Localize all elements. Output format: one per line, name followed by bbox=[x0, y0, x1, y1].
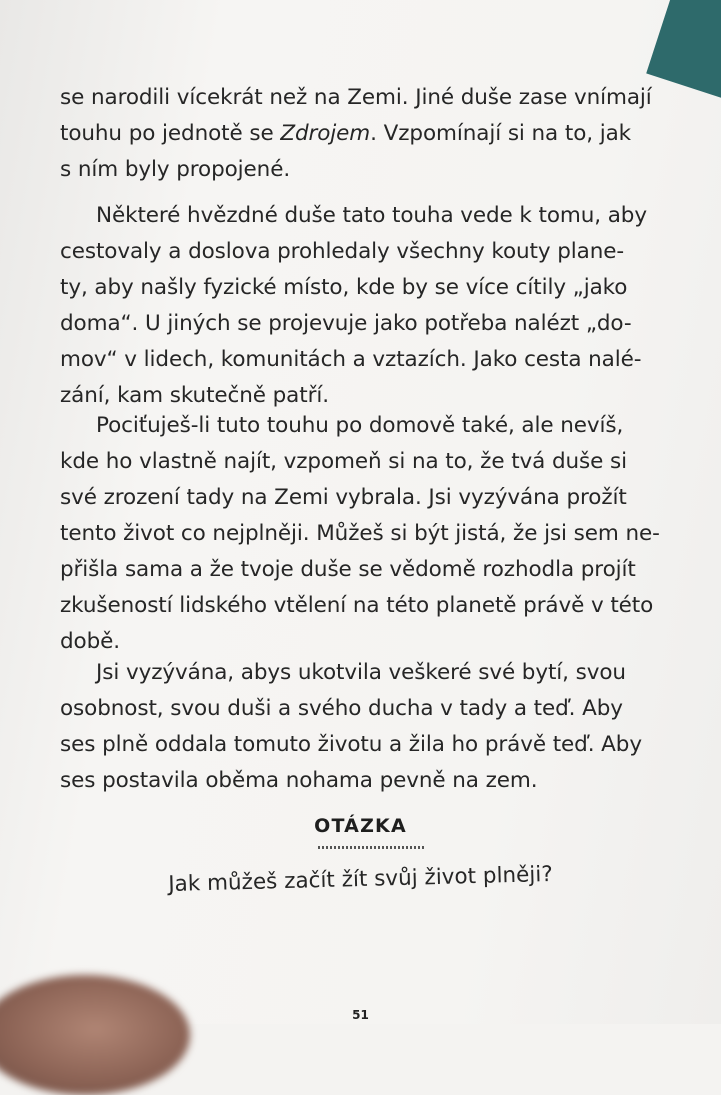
text-run: cestovaly a doslova prohledaly všechny kouty plane- bbox=[60, 239, 625, 264]
text-line bbox=[60, 342, 670, 378]
paragraph-1 bbox=[60, 80, 670, 188]
text-line bbox=[60, 588, 670, 624]
text-run: zání, kam skutečně patří. bbox=[60, 383, 329, 408]
text-line bbox=[60, 727, 670, 763]
text-line bbox=[60, 116, 670, 152]
text-line bbox=[60, 516, 670, 552]
text-run: ses postavila oběma nohama pevně na zem. bbox=[60, 768, 538, 793]
text-line bbox=[60, 655, 670, 691]
text-run: Pociťuješ-li tuto touhu po domově také, ale nevíš, bbox=[96, 413, 624, 438]
text-line bbox=[60, 80, 670, 116]
text-run: zkušeností lidského vtělení na této planetě právě v této bbox=[60, 593, 654, 618]
paragraph-3 bbox=[60, 408, 670, 660]
thumb-in-frame bbox=[0, 975, 190, 1095]
text-run: Některé hvězdné duše tato touha vede k tomu, aby bbox=[96, 203, 647, 228]
text-line bbox=[60, 306, 670, 342]
heading-underline bbox=[318, 846, 424, 849]
text-run: . Vzpomínají si na to, jak bbox=[370, 121, 632, 146]
text-run: osobnost, svou duši a svého ducha v tady a teď. Aby bbox=[60, 696, 623, 721]
text-line bbox=[60, 408, 670, 444]
text-line bbox=[60, 270, 670, 306]
text-run: doma“. U jiných se projevuje jako potřeba nalézt „do- bbox=[60, 311, 632, 336]
text-run: kde ho vlastně najít, vzpomeň si na to, že tvá duše si bbox=[60, 449, 627, 474]
italic-text: Zdrojem bbox=[280, 121, 371, 146]
text-line bbox=[60, 234, 670, 270]
text-line bbox=[60, 198, 670, 234]
text-run: své zrození tady na Zemi vybrala. Jsi vyzývána prožít bbox=[60, 485, 627, 510]
section-heading: OTÁZKA bbox=[314, 815, 407, 837]
text-line bbox=[60, 444, 670, 480]
question-text: Jak můžeš začít žít svůj život plněji? bbox=[167, 861, 554, 898]
text-line bbox=[60, 480, 670, 516]
text-run: s ním byly propojené. bbox=[60, 157, 291, 182]
text-run: ty, aby našly fyzické místo, kde by se více cítily „jako bbox=[60, 275, 628, 300]
page-number: 51 bbox=[352, 1008, 369, 1022]
text-run: tento život co nejplněji. Můžeš si být jistá, že jsi sem ne- bbox=[60, 521, 660, 546]
text-line bbox=[60, 152, 670, 188]
text-line bbox=[60, 691, 670, 727]
paragraph-2 bbox=[60, 198, 670, 414]
text-run: mov“ v lidech, komunitách a vztazích. Jako cesta nalé- bbox=[60, 347, 642, 372]
paragraph-4 bbox=[60, 655, 670, 799]
text-run: přišla sama a že tvoje duše se vědomě rozhodla projít bbox=[60, 557, 636, 582]
text-run: Jsi vyzývána, abys ukotvila veškeré své bytí, svou bbox=[96, 660, 626, 685]
text-run: se narodili vícekrát než na Zemi. Jiné duše zase vnímají bbox=[60, 85, 652, 110]
text-line bbox=[60, 763, 670, 799]
text-run: ses plně oddala tomuto životu a žila ho právě teď. Aby bbox=[60, 732, 642, 757]
text-run: době. bbox=[60, 629, 121, 654]
text-run: touhu po jednotě se bbox=[60, 121, 281, 146]
text-line bbox=[60, 552, 670, 588]
